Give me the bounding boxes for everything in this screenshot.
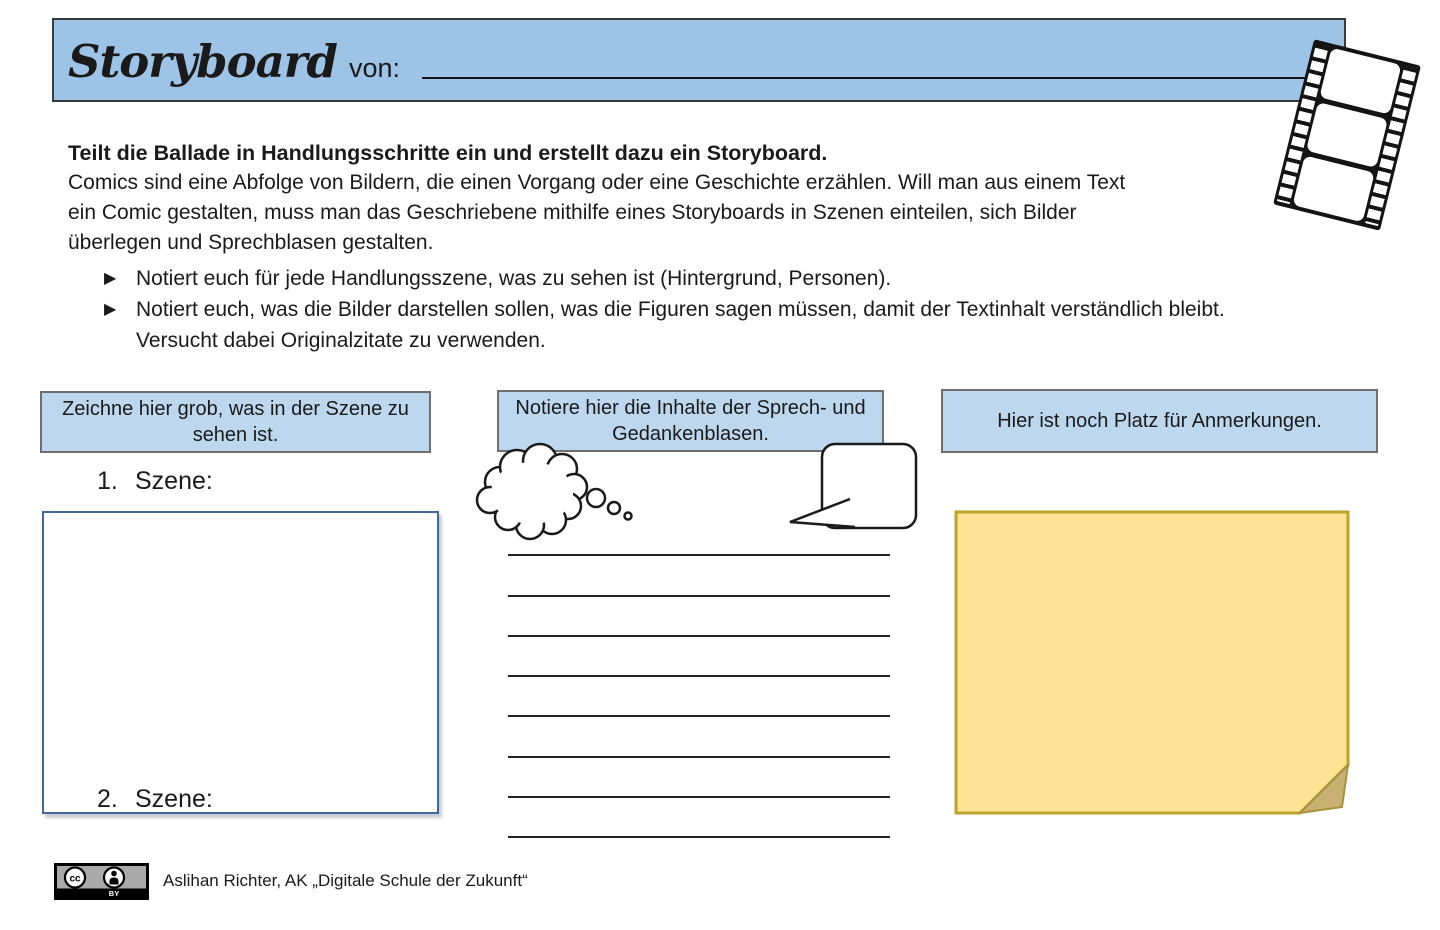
cc-icon: [65, 868, 85, 888]
intro-body-line: Comics sind eine Abfolge von Bildern, die einen Vorgang oder eine Geschichte erzählen. Will man aus einem Text: [68, 171, 1126, 194]
intro-body-line: überlegen und Sprechblasen gestalten.: [68, 231, 434, 254]
von-label: von:: [348, 53, 401, 83]
bullet-text: Versucht dabei Originalzitate zu verwenden.: [136, 329, 546, 352]
writing-line[interactable]: [508, 798, 890, 838]
panel-text: Hier ist noch Platz für Anmerkungen.: [997, 410, 1322, 432]
writing-line[interactable]: [508, 758, 890, 798]
bullet-item: [104, 263, 1398, 294]
bullet-text: Notiert euch, was die Bilder darstellen sollen, was die Figuren sagen müssen, damit der Textinhalt verständlich bleibt.: [136, 298, 1225, 321]
panel-draw-scene: [40, 391, 431, 453]
panel-annotations: [941, 389, 1378, 453]
writing-line[interactable]: [508, 556, 890, 596]
by-person-icon: [104, 868, 124, 888]
name-input-line[interactable]: [422, 77, 1341, 79]
bullet-list: [104, 263, 1398, 356]
intro-section: [68, 138, 1398, 356]
triangle-bullet-icon: ▶: [104, 270, 117, 287]
bullet-text: Notiert euch für jede Handlungsszene, was zu sehen ist (Hintergrund, Personen).: [136, 267, 892, 290]
task-heading: Teilt die Ballade in Handlungsschritte ein und erstellt dazu ein Storyboard.: [68, 141, 828, 165]
page-title: Storyboard: [68, 35, 337, 88]
thought-bubble-icon: [477, 444, 632, 539]
writing-line[interactable]: [508, 637, 890, 677]
writing-line[interactable]: [508, 717, 890, 757]
panel-text: Gedankenblasen.: [612, 423, 769, 445]
writing-line[interactable]: [508, 597, 890, 637]
scene-1-drawing-box[interactable]: [42, 511, 439, 814]
intro-body-line: ein Comic gestalten, muss man das Geschriebene mithilfe eines Storyboards in Szenen einteilen, sich Bilder: [68, 201, 1077, 224]
speech-bubble-icon: [790, 444, 916, 528]
scene-2-label: [97, 785, 213, 814]
scene-1-label: [97, 467, 213, 496]
panel-text: Zeichne hier grob, was in der Szene zu: [62, 398, 409, 420]
by-label: BY: [108, 889, 120, 898]
scene-word: Szene:: [135, 785, 213, 813]
bubbles-graphic: [473, 436, 925, 548]
panel-text: sehen ist.: [192, 424, 279, 446]
bullet-item: [104, 294, 1398, 356]
svg-text:cc: cc: [69, 873, 81, 885]
panel-text: Notiere hier die Inhalte der Sprech- und: [515, 397, 866, 419]
writing-line[interactable]: [508, 677, 890, 717]
cc-by-license-badge: [54, 863, 149, 903]
writing-lines: [508, 516, 890, 838]
scene-word: Szene:: [135, 467, 213, 495]
scene-number: 2.: [97, 785, 118, 813]
worksheet-header: [52, 18, 1346, 102]
scene-number: 1.: [97, 467, 118, 495]
sticky-note[interactable]: [954, 510, 1352, 816]
credit-text: Aslihan Richter, AK „Digitale Schule der Zukunft“: [163, 871, 528, 890]
triangle-bullet-icon: ▶: [104, 301, 117, 318]
film-frame: [1319, 48, 1401, 115]
